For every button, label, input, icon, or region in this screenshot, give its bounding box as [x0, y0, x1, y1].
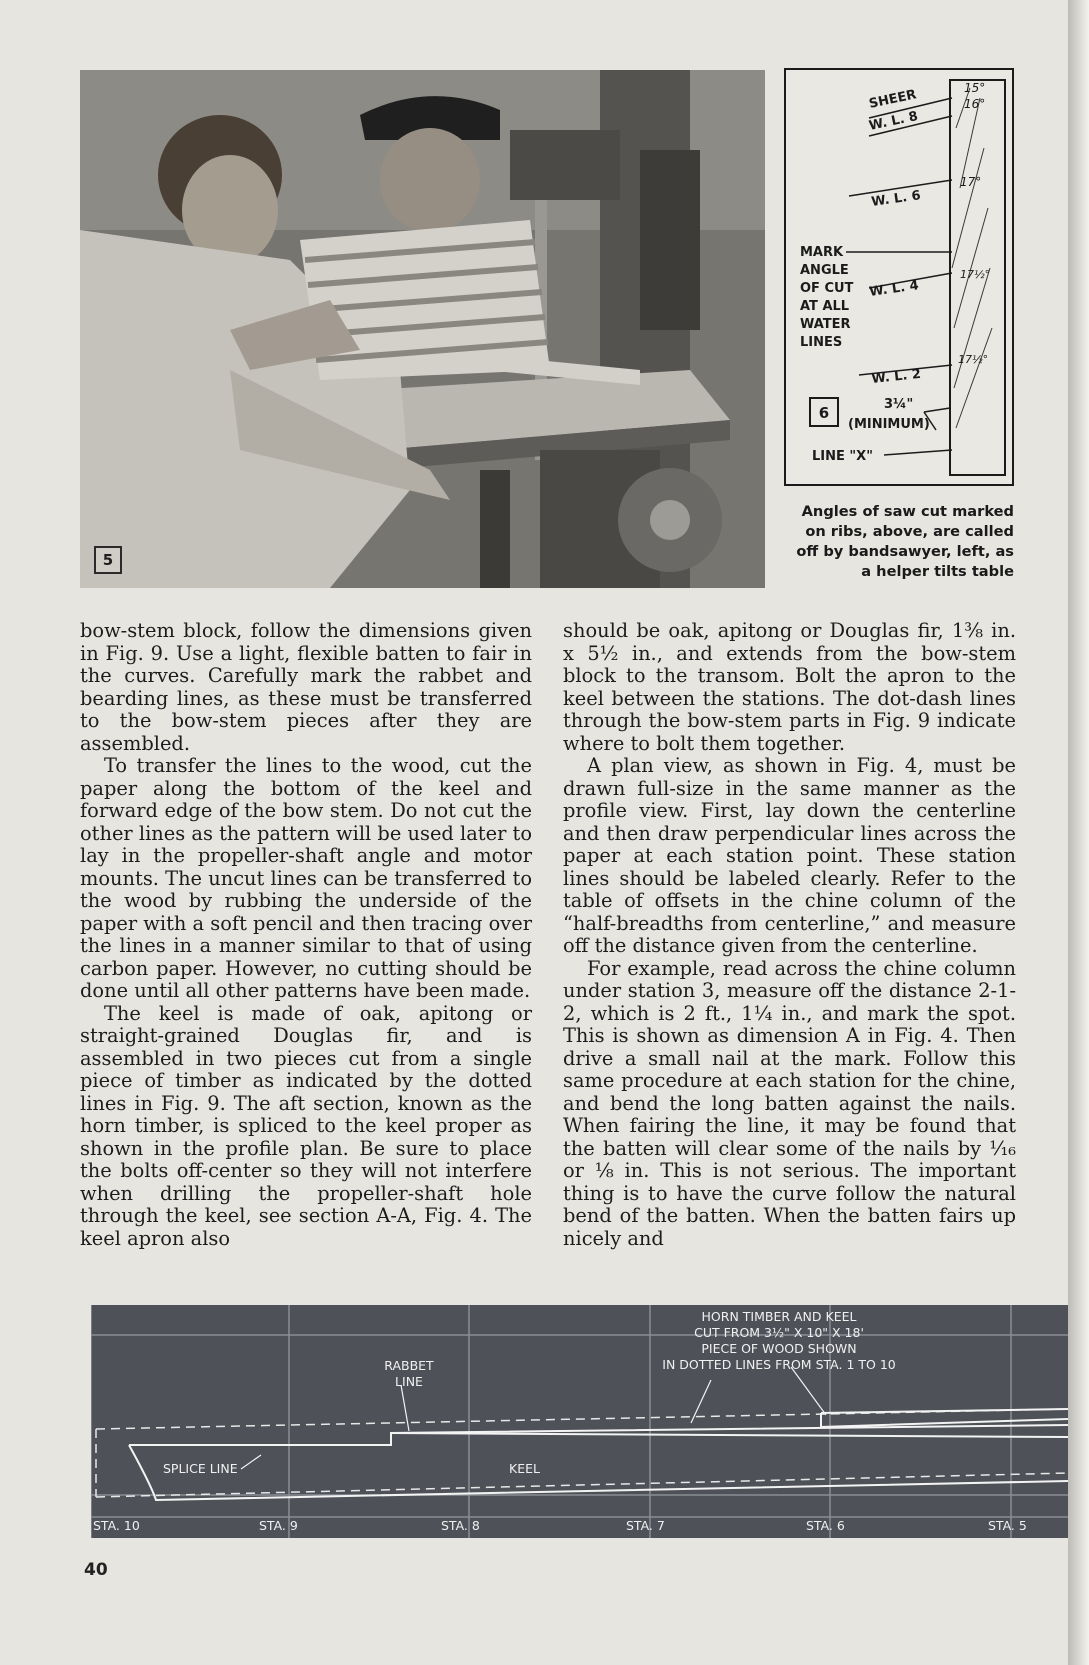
keel-profile-svg — [91, 1305, 1068, 1538]
wl6-label: W. L. 6 — [870, 188, 922, 210]
angle-label: 15° — [964, 81, 986, 95]
angle-label: 17½° — [960, 268, 991, 281]
wl8-label: W. L. 8 — [867, 108, 920, 134]
station-label: STA. 5 — [988, 1518, 1027, 1533]
mark-angle-label: LINES — [800, 335, 843, 350]
mark-angle-label: AT ALL — [800, 299, 850, 314]
wl4-label: W. L. 4 — [868, 278, 920, 300]
paragraph: The keel is made of oak, apitong or straight-grained Douglas fir, and is assembled in two pieces cut from a single piece of timber as indicated by the dotted lines in Fig. 9. The aft section, known as the horn timber, is spliced to the keel proper as shown in the profile plan. Be sure to place the bolts off-center so they will not interfere when drilling the propeller-shaft hole through the keel, see section A-A, Fig. 4. The keel apron also — [80, 1001, 532, 1250]
sheer-label: SHEER — [867, 87, 918, 112]
horn-timber-note: IN DOTTED LINES FROM STA. 1 TO 10 — [662, 1357, 896, 1372]
station-label: STA. 6 — [806, 1518, 845, 1533]
horn-timber-note: PIECE OF WOOD SHOWN — [701, 1341, 857, 1356]
station-label: STA. 8 — [441, 1518, 480, 1533]
figure-number-6: 6 — [818, 404, 830, 422]
angle-label: 17° — [960, 175, 982, 189]
horn-timber-note: HORN TIMBER AND KEEL — [701, 1309, 857, 1324]
paragraph: bow-stem block, follow the dimensions given in Fig. 9. Use a light, flexible batten to fair in the curves. Carefully mark the rabbet and bearding lines, as these must be transferred to the bow-stem pieces after they are assembled. — [80, 619, 532, 755]
bandsaw-photo-illustration — [80, 70, 765, 588]
line-x-label: LINE "X" — [812, 449, 873, 464]
rib-angle-diagram — [784, 68, 1014, 486]
page-number: 40 — [84, 1560, 108, 1580]
paragraph: To transfer the lines to the wood, cut the paper along the bottom of the keel and forward edge of the bow stem. Do not cut the other lines as the pattern will be used later to lay in the propeller-shaft angle and motor mounts. The uncut lines can be transferred to the wood by rubbing the underside of the paper with a soft pencil and then tracing over the lines in a manner similar to that of using carbon paper. However, no cutting should be done until all other patterns have been made. — [80, 754, 532, 1002]
station-label: STA. 7 — [626, 1518, 665, 1533]
rabbet-line-label: RABBET — [384, 1358, 434, 1373]
station-label: STA. 10 — [93, 1518, 140, 1533]
mark-angle-label: MARK — [800, 245, 844, 260]
paragraph: A plan view, as shown in Fig. 4, must be drawn full-size in the same manner as the profile view. First, lay down the centerline and then draw perpendicular lines across the paper at each station point. These station lines should be labeled clearly. Refer to the table of offsets in the chine column of the “half-breadths from centerline,” and measure off the distance given from the centerline. — [563, 754, 1016, 957]
angle-label: 16° — [964, 97, 986, 111]
minimum-dimension: 3¼" — [884, 397, 914, 412]
page-edge — [1068, 0, 1089, 1665]
bandsaw-photo — [80, 70, 765, 588]
paragraph: should be oak, apitong or Douglas fir, 1⅜ in. x 5½ in., and extends from the bow-stem block to the transom. Bolt the apron to the keel between the stations. The dot-dash lines through the bow-stem parts in Fig. 9 indicate where to bolt them together. — [563, 619, 1016, 755]
right-text-column — [563, 620, 1016, 1250]
keel-label: KEEL — [509, 1461, 540, 1476]
wl2-label: W. L. 2 — [870, 366, 922, 387]
mark-angle-label: ANGLE — [800, 263, 849, 278]
mark-angle-label: OF CUT — [800, 281, 854, 296]
splice-line-label: SPLICE LINE — [163, 1461, 238, 1476]
rabbet-line-label: LINE — [395, 1374, 423, 1389]
station-label: STA. 9 — [259, 1518, 298, 1533]
figure-number-5: 5 — [94, 546, 122, 574]
rib-angle-drawing — [784, 68, 1014, 486]
angle-label: 17½° — [958, 353, 989, 366]
horn-timber-note: CUT FROM 3½" X 10" X 18' — [694, 1325, 864, 1340]
mark-angle-label: WATER — [800, 317, 851, 332]
paragraph: For example, read across the chine column under station 3, measure off the distance 2-1-2, which is 2 ft., 1¼ in., and mark the spot. This is shown as dimension A in Fig. 4. Then drive a small nail at the mark. Follow this same procedure at each station for the chine, and bend the long batten against the nails. When fairing the line, it may be found that the batten will clear some of the nails by ⅟₁₆ or ⅛ in. This is not serious. The important thing is to have the curve follow the natural bend of the batten. When the batten fairs up nicely and — [563, 956, 1016, 1250]
minimum-label: (MINIMUM) — [848, 417, 930, 432]
figure-caption: Angles of saw cut marked on ribs, above, are called off by bandsawyer, left, as a helper tilts table — [796, 503, 1014, 580]
left-text-column — [80, 620, 532, 1250]
keel-profile-drawing — [91, 1305, 1068, 1538]
